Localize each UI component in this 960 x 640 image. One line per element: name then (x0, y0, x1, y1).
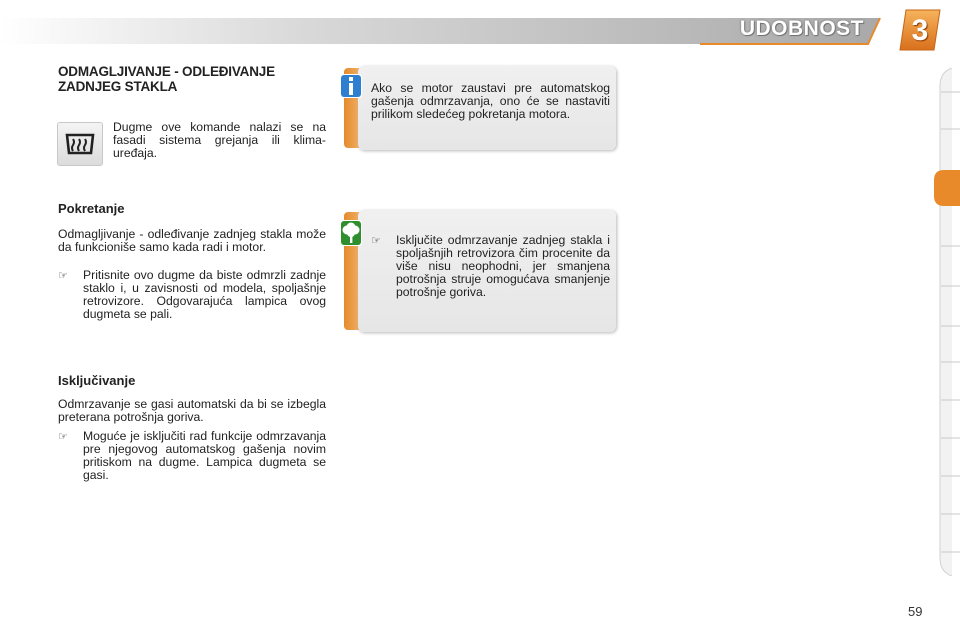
chapter-number: 3 (911, 14, 929, 47)
chapter-title: UDOBNOST (739, 17, 864, 40)
start-text: Odmagljivanje - odleđivanje zadnjeg stakla može da funkcioniše samo kada radi i motor. (58, 227, 326, 254)
bullet-hand-icon: ☞ (58, 430, 68, 443)
start-bullet-text: Pritisnite ovo dugme da biste odmrzli zadnje staklo i, u zavisnosti od modela, spoljašnje retrovizore. Odgovarajuća lampica ovog dugmeta se pali. (83, 268, 326, 321)
stop-text: Odmrzavanje se gasi automatski da bi se izbegla preterana potrošnja goriva. (58, 397, 326, 424)
bullet-hand-icon: ☞ (58, 269, 68, 282)
page-number: 59 (908, 604, 923, 619)
eco-box-text: Isključite odmrzavanje zadnjeg stakla i spoljašnjih retrovizora čim procenite da više nisu neophodni, jer smanjena potrošnja struje omogućava smanjenje potrošnje goriva. (396, 233, 610, 299)
eco-tree-icon (340, 220, 362, 246)
chapter-tabs (930, 68, 960, 576)
bullet-hand-icon: ☞ (371, 234, 381, 247)
section-title: ODMAGLJIVANJE - ODLEĐIVANJE ZADNJEG STAKLA (58, 64, 275, 94)
start-bullet (58, 269, 326, 321)
stop-bullet-text: Moguće je isključiti rad funkcije odmrzavanja pre njegovog automatskog gašenja novim pritiskom na dugme. Lampica dugmeta se gasi. (83, 429, 326, 482)
stop-bullet (58, 430, 326, 482)
info-box-text: Ako se motor zaustavi pre automatskog gašenja odmrzavanja, ono će se nastaviti prilikom sledećeg pokretanja motora. (371, 81, 610, 121)
info-icon (340, 74, 362, 98)
start-heading: Pokretanje (58, 201, 125, 216)
rear-defrost-button-image (57, 122, 103, 166)
eco-box-bullet (371, 234, 610, 299)
intro-text: Dugme ove komande nalazi se na fasadi sistema grejanja ili klima-uređaja. (113, 120, 326, 160)
stop-heading: Isključivanje (58, 373, 136, 388)
rear-defrost-icon (58, 123, 102, 165)
